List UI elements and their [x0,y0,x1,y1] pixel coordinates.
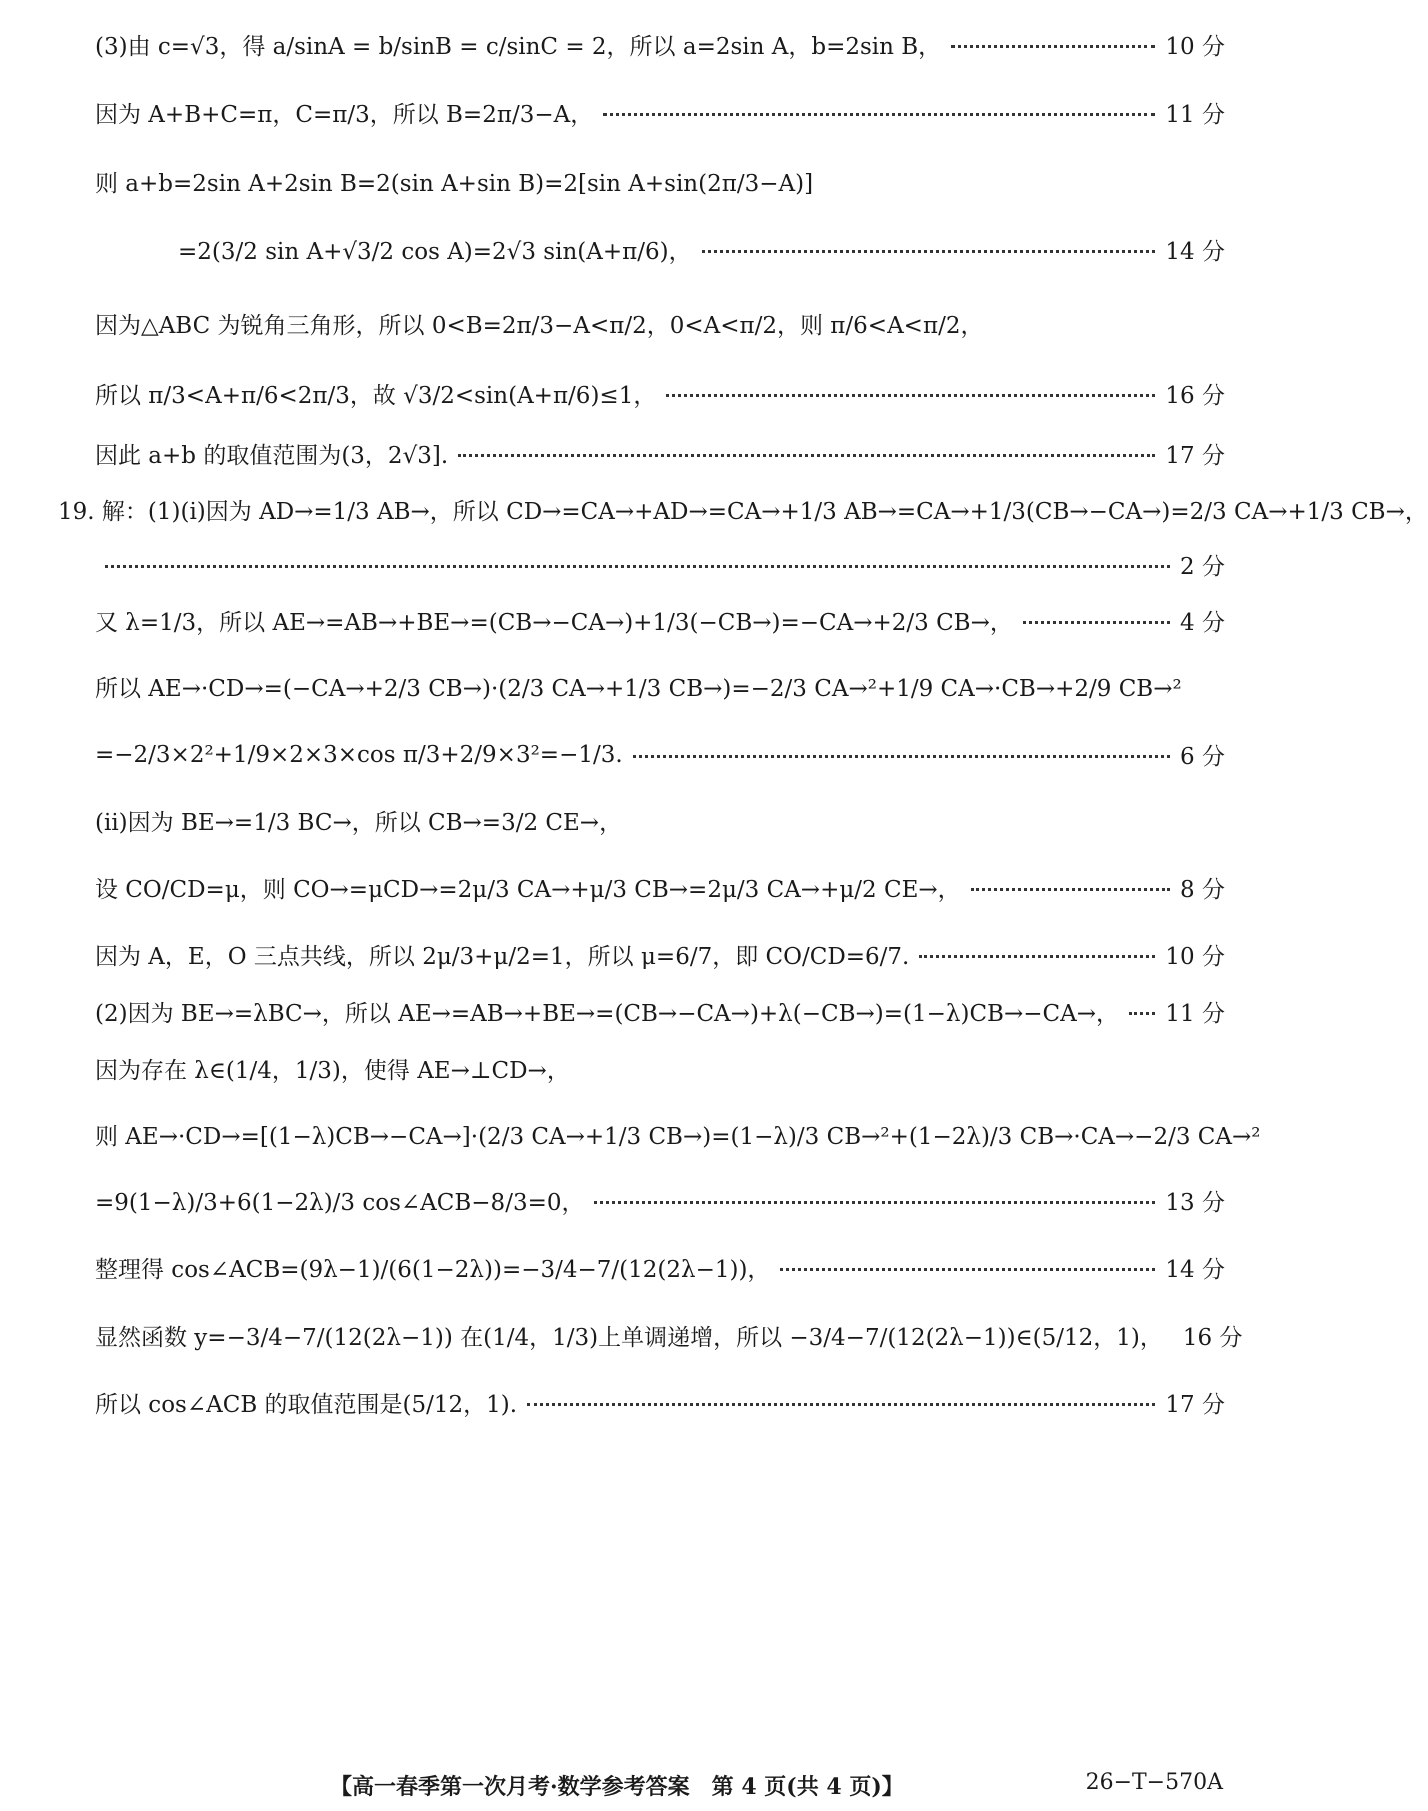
score-mark: 16 分 [1165,383,1225,409]
solution-line-20: 整理得 cos∠ACB=(9λ−1)/(6(1−2λ))=−3/4−7/(12(2λ−1))， 14 分 [95,1251,1225,1284]
score-mark: 17 分 [1165,1392,1225,1418]
score-mark: 16 分 [1182,1325,1243,1351]
page-footer-code: 26−T−570A [1085,1770,1223,1795]
dot-leader [702,250,1156,253]
score-mark: 17 分 [1165,443,1225,469]
score-mark: 11 分 [1165,1001,1225,1027]
dot-leader [666,394,1155,397]
score-mark: 8 分 [1180,877,1225,903]
score-mark: 10 分 [1165,944,1225,970]
dot-leader [105,565,1170,568]
solution-line-18: 则 AE→·CD→=[(1−λ)CB→−CA→]·(2/3 CA→+1/3 CB→)=(1−λ)/3 CB→²+(1−2λ)/3 CB→·CA→−2/3 CA→² [95,1124,1261,1150]
solution-line-21: 显然函数 y=−3/4−7/(12(2λ−1)) 在(1/4，1/3)上单调递增，所以 −3/4−7/(12(2λ−1))∈(5/12，1)， 16 分 [95,1319,1225,1352]
solution-line-6: 所以 π/3<A+π/6<2π/3，故 √3/2<sin(A+π/6)≤1， 16 分 [95,377,1225,410]
solution-line-5: 因为△ABC 为锐角三角形，所以 0<B=2π/3−A<π/2，0<A<π/2，则 π/6<A<π/2， [95,313,984,339]
dot-leader [633,755,1170,758]
solution-line-16: (2)因为 BE→=λBC→，所以 AE→=AB→+BE→=(CB→−CA→)+λ(−CB→)=(1−λ)CB→−CA→， 11 分 [95,995,1225,1028]
page-footer-title: 【高一春季第一次月考·数学参考答案 第 4 页(共 4 页)】 [330,1774,904,1800]
score-mark: 11 分 [1165,102,1225,128]
score-mark: 14 分 [1165,239,1225,265]
solution-line-11: 所以 AE→·CD→=(−CA→+2/3 CB→)·(2/3 CA→+1/3 CB→)=−2/3 CA→²+1/9 CA→·CB→+2/9 CB→² [95,676,1182,702]
solution-line-19: =9(1−λ)/3+6(1−2λ)/3 cos∠ACB−8/3=0， 13 分 [95,1184,1225,1217]
solution-line-13: (ⅱ)因为 BE→=1/3 BC→，所以 CB→=3/2 CE→， [95,810,623,836]
dot-leader [1129,1012,1155,1015]
solution-line-10: 又 λ=1/3，所以 AE→=AB→+BE→=(CB→−CA→)+1/3(−CB→)=−CA→+2/3 CB→， 4 分 [95,604,1225,637]
solution-line-4: =2(3/2 sin A+√3/2 cos A)=2√3 sin(A+π/6)， 14 分 [178,233,1225,266]
solution-line-22: 所以 cos∠ACB 的取值范围是(5/12，1). 17 分 [95,1386,1225,1419]
solution-line-2: 因为 A+B+C=π，C=π/3，所以 B=2π/3−A， 11 分 [95,96,1225,129]
dot-leader [1023,621,1170,624]
solution-line-3: 则 a+b=2sin A+2sin B=2(sin A+sin B)=2[sin A+sin(2π/3−A)] [95,171,814,197]
dot-leader [603,113,1155,116]
score-mark: 14 分 [1165,1257,1225,1283]
score-mark: 6 分 [1180,744,1225,770]
solution-line-12: =−2/3×2²+1/9×2×3×cos π/3+2/9×3²=−1/3. 6 分 [95,738,1225,771]
score-mark: 13 分 [1165,1190,1225,1216]
dot-leader [919,955,1155,958]
score-mark: 2 分 [1180,554,1225,580]
dot-leader [527,1403,1155,1406]
dot-leader [971,888,1170,891]
dot-leader [594,1201,1155,1204]
dot-leader [458,454,1155,457]
solution-line-1: (3)由 c=√3，得 a/sinA = b/sinB = c/sinC = 2，所以 a=2sin A，b=2sin B， 10 分 [95,28,1225,61]
solution-line-9 [95,548,1225,581]
dot-leader [780,1268,1155,1271]
solution-line-17: 因为存在 λ∈(1/4，1/3)，使得 AE→⊥CD→， [95,1058,570,1084]
solution-line-14: 设 CO/CD=μ，则 CO→=μCD→=2μ/3 CA→+μ/3 CB→=2μ/3 CA→+μ/2 CE→， 8 分 [95,871,1225,904]
solution-line-15: 因为 A，E，O 三点共线，所以 2μ/3+μ/2=1，所以 μ=6/7，即 CO/CD=6/7. 10 分 [95,938,1225,971]
score-mark: 4 分 [1180,610,1225,636]
problem-19-heading: 19. 解：(1)(ⅰ)因为 AD→=1/3 AB→，所以 CD→=CA→+AD→=CA→+1/3 AB→=CA→+1/3(CB→−CA→)=2/3 CA→+1/3 CB→， [58,499,1428,525]
score-mark: 10 分 [1165,34,1225,60]
dot-leader [951,45,1155,48]
solution-line-7: 因此 a+b 的取值范围为(3，2√3]. 17 分 [95,437,1225,470]
